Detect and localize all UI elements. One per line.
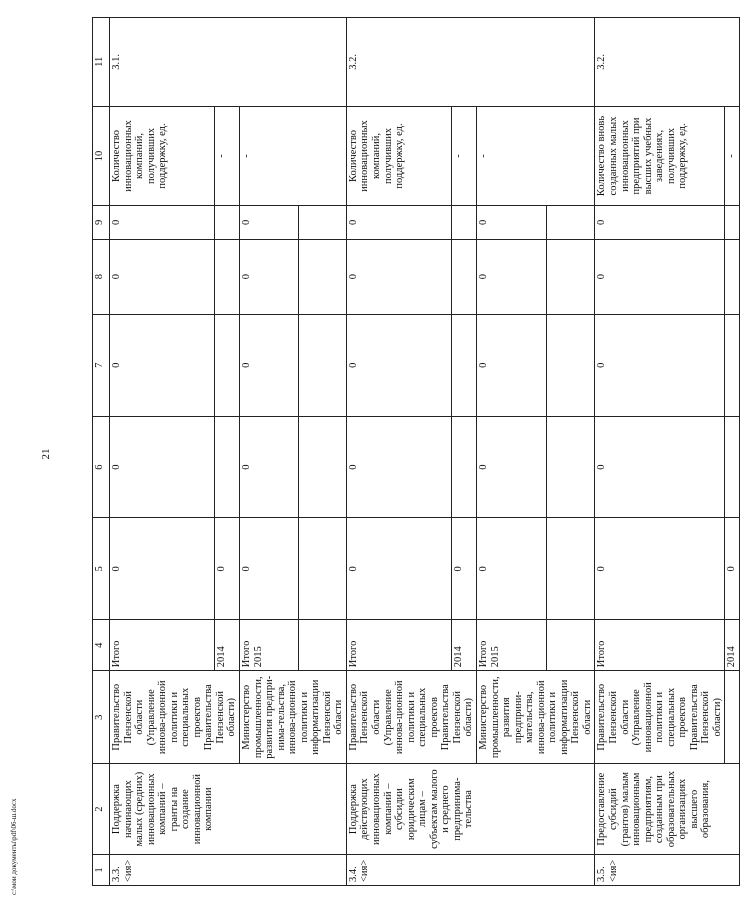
value-cell: 0 bbox=[346, 314, 451, 416]
year-label: 2014 bbox=[451, 620, 476, 671]
value-cell bbox=[451, 416, 476, 518]
column-header: 4 bbox=[93, 620, 110, 671]
value-cell bbox=[451, 314, 476, 416]
value-cell: 0 bbox=[240, 416, 299, 518]
value-cell bbox=[725, 416, 740, 518]
itogo-label-text: Итого bbox=[241, 640, 253, 668]
value-cell bbox=[451, 206, 476, 239]
value-cell: 0 bbox=[725, 518, 740, 620]
value-cell: 0 bbox=[346, 416, 451, 518]
empty-cell bbox=[298, 620, 346, 671]
itogo-label: Итого bbox=[595, 620, 725, 671]
empty-cell bbox=[547, 206, 595, 239]
program-table bbox=[92, 17, 740, 886]
itogo-label bbox=[240, 620, 299, 671]
column-header: 11 bbox=[93, 18, 110, 107]
measure-name: Поддержка действующих инновационных компаний – субсидии юридическим лицам – субъектам малого и среднего предпринима-тельства bbox=[346, 764, 594, 855]
itogo-label: Итого bbox=[346, 620, 451, 671]
value-cell: 0 bbox=[110, 206, 215, 239]
column-header: 8 bbox=[93, 239, 110, 314]
column-header: 9 bbox=[93, 206, 110, 239]
itogo-label: Итого bbox=[110, 620, 215, 671]
measure-name: Поддержка начинающих малых (средних) инновационных компаний – гранты на создание инновационной компании bbox=[110, 764, 347, 855]
year-label: 2014 bbox=[214, 620, 239, 671]
value-cell: 0 bbox=[110, 518, 215, 620]
table-row bbox=[240, 18, 299, 886]
column-header: 2 bbox=[93, 764, 110, 855]
link-cell: 3.2. bbox=[595, 18, 740, 107]
column-header: 3 bbox=[93, 671, 110, 764]
link-cell: 3.2. bbox=[346, 18, 594, 107]
empty-cell bbox=[298, 206, 346, 239]
table-row bbox=[595, 18, 725, 886]
value-cell bbox=[214, 206, 239, 239]
value-cell bbox=[214, 314, 239, 416]
column-header: 5 bbox=[93, 518, 110, 620]
empty-cell bbox=[725, 671, 740, 764]
row-tag: <ия> bbox=[359, 859, 371, 882]
row-number-value: 3.5. bbox=[596, 866, 608, 882]
executor-cell: Правительство Пензенской области (Управление инновационной политики и специальных проектов Правительства Пензенской области) bbox=[595, 671, 725, 764]
value-cell: 0 bbox=[214, 518, 239, 620]
value-cell: 0 bbox=[595, 518, 725, 620]
indicator-cell: - bbox=[476, 106, 594, 206]
row-number bbox=[110, 855, 347, 886]
table-row bbox=[725, 18, 740, 886]
value-cell: 0 bbox=[595, 206, 725, 239]
value-cell: 0 bbox=[595, 239, 725, 314]
value-cell: 0 bbox=[240, 518, 299, 620]
value-cell: 0 bbox=[346, 206, 451, 239]
value-cell: 0 bbox=[476, 518, 546, 620]
value-cell bbox=[725, 206, 740, 239]
indicator-cell: Количество инновационных компаний, получивших поддержку, ед. bbox=[346, 106, 451, 206]
executor-cell: Правительство Пензенской области (Управление иннова-ционной политики и специальных проектов Правительства Пензенской области) bbox=[110, 671, 240, 764]
value-cell bbox=[214, 416, 239, 518]
measure-name: Предоставление субсидий (грантов) малым инновационным предприятиям, созданным при образовательных организациях высшего образования, bbox=[595, 764, 740, 855]
year-label: 2015 bbox=[489, 646, 501, 668]
column-header: 6 bbox=[93, 416, 110, 518]
value-cell: 0 bbox=[240, 206, 299, 239]
empty-cell bbox=[547, 518, 595, 620]
indicator-cell: - bbox=[725, 106, 740, 206]
row-tag: <ия> bbox=[122, 859, 134, 882]
empty-cell bbox=[298, 239, 346, 314]
table-row bbox=[110, 18, 215, 886]
empty-cell bbox=[298, 518, 346, 620]
executor-cell: Министерство промышленности, развития предприни-мательства, иннова-ционной политики и информатизации Пензенской области bbox=[476, 671, 594, 764]
value-cell: 0 bbox=[240, 239, 299, 314]
empty-cell bbox=[547, 239, 595, 314]
column-header: 1 bbox=[93, 855, 110, 886]
value-cell bbox=[214, 239, 239, 314]
row-number-value: 3.3. bbox=[111, 866, 122, 882]
executor-cell: Министерство промышленности, развития предпри-нима-тельства, иннова-ционной политики и информатизации Пензенской области bbox=[240, 671, 347, 764]
table-row bbox=[476, 18, 546, 886]
year-label: 2014 bbox=[725, 620, 740, 671]
indicator-cell: - bbox=[214, 106, 239, 206]
itogo-label bbox=[476, 620, 546, 671]
indicator-cell: Количество инновационных компаний, получивших поддержку, ед. bbox=[110, 106, 215, 206]
value-cell: 0 bbox=[240, 314, 299, 416]
executor-cell: Правительство Пензенской области (Управление иннова-ционной политики и специальных проектов Правительства Пензенской области) bbox=[346, 671, 476, 764]
value-cell: 0 bbox=[110, 314, 215, 416]
empty-cell bbox=[547, 314, 595, 416]
value-cell: 0 bbox=[595, 416, 725, 518]
value-cell: 0 bbox=[476, 314, 546, 416]
table-header bbox=[93, 18, 110, 886]
page-number: 21 bbox=[40, 448, 52, 460]
value-cell: 0 bbox=[110, 416, 215, 518]
row-tag: <ия> bbox=[607, 859, 619, 882]
value-cell: 0 bbox=[476, 239, 546, 314]
value-cell bbox=[725, 239, 740, 314]
value-cell: 0 bbox=[595, 314, 725, 416]
indicator-cell: - bbox=[451, 106, 476, 206]
value-cell: 0 bbox=[476, 416, 546, 518]
footer-file-path: с:\мои документы\pdf\06-ш.docx bbox=[10, 798, 18, 895]
empty-cell bbox=[547, 416, 595, 518]
value-cell: 0 bbox=[451, 518, 476, 620]
indicator-cell: - bbox=[240, 106, 347, 206]
row-number bbox=[346, 855, 594, 886]
empty-cell bbox=[298, 314, 346, 416]
row-number-value: 3.4. bbox=[347, 866, 359, 882]
table-wrapper bbox=[92, 17, 738, 886]
value-cell: 0 bbox=[476, 206, 546, 239]
column-header: 7 bbox=[93, 314, 110, 416]
column-header: 10 bbox=[93, 106, 110, 206]
year-label: 2015 bbox=[252, 646, 264, 668]
row-number bbox=[595, 855, 740, 886]
value-cell: 0 bbox=[346, 239, 451, 314]
indicator-cell: Количество вновь созданных малых инновационных предприятий при высших учебных заведениях, получивших поддержку, ед. bbox=[595, 106, 725, 206]
value-cell bbox=[725, 314, 740, 416]
link-cell: 3.1. bbox=[110, 18, 347, 107]
rotated-table-container bbox=[92, 17, 738, 886]
value-cell bbox=[451, 239, 476, 314]
value-cell: 0 bbox=[110, 239, 215, 314]
itogo-label-text: Итого bbox=[477, 640, 489, 668]
empty-cell bbox=[298, 416, 346, 518]
empty-cell bbox=[547, 620, 595, 671]
table-row bbox=[346, 18, 451, 886]
value-cell: 0 bbox=[346, 518, 451, 620]
